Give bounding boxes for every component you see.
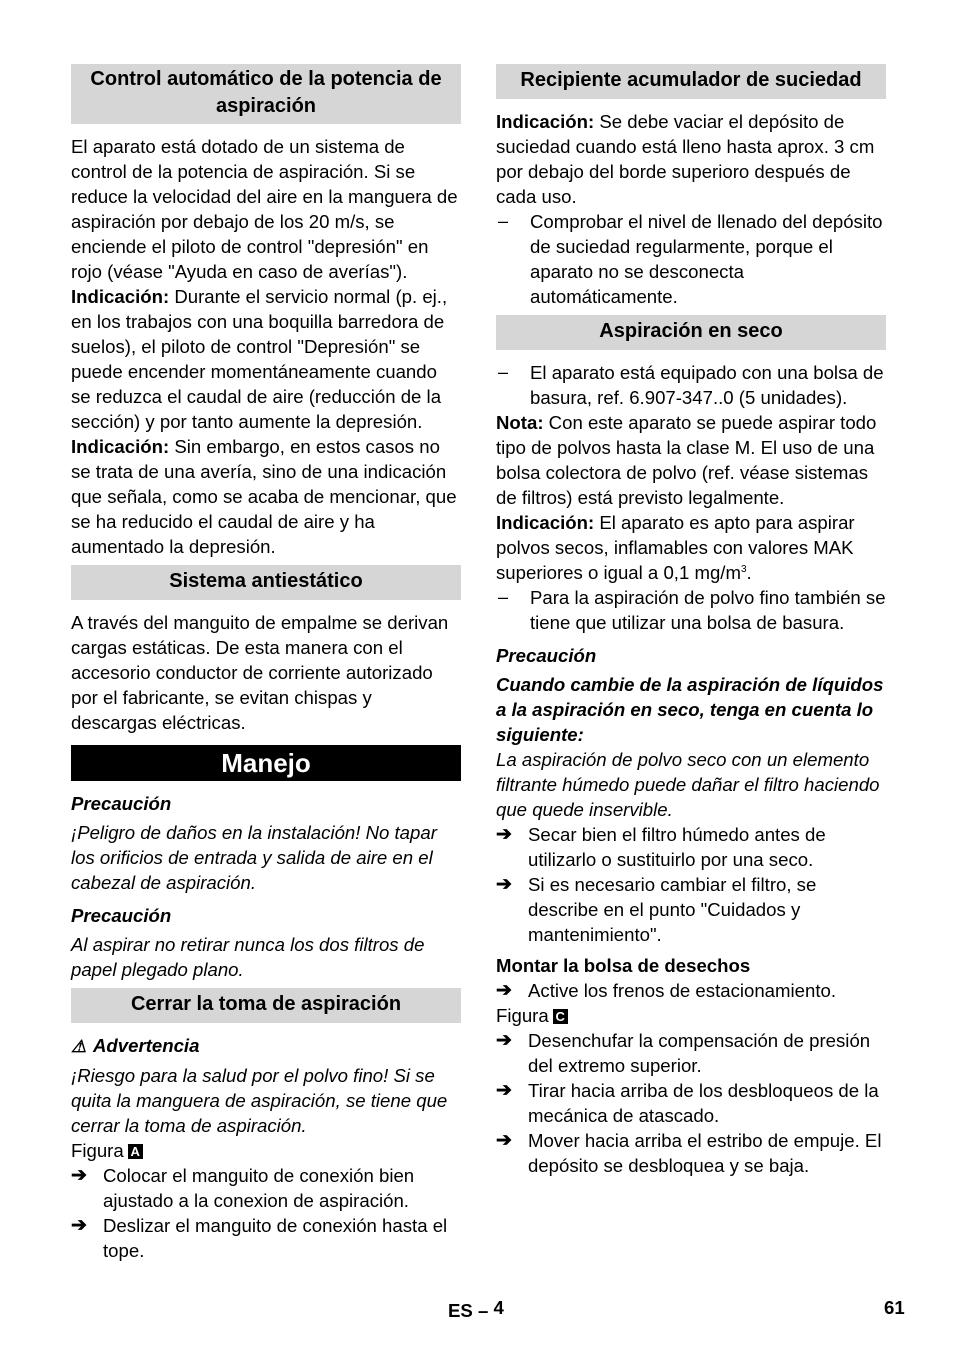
note-label: Indicación:	[496, 111, 595, 132]
footer-separator: –	[477, 1300, 489, 1321]
arrow-right-icon: ➔	[496, 980, 512, 1001]
list-item-text: Secar bien el filtro húmedo antes de utilizarlo o sustituirlo por una seco.	[528, 824, 826, 870]
nota-dust-class	[496, 410, 886, 510]
list-item	[496, 585, 886, 635]
list-item-text: Tirar hacia arriba de los desbloqueos de la mecánica de atascado.	[528, 1080, 879, 1126]
note-not-fault	[71, 434, 461, 559]
list-item-text: Si es necesario cambiar el filtro, se describe en el punto "Cuidados y mantenimiento".	[528, 874, 817, 945]
paragraph-suction-control: El aparato está dotado de un sistema de control de la potencia de aspiración. Si se reduce la velocidad del aire en la manguera de aspiración por debajo de los 20 m/s, se enciende el piloto de control "depresión" en rojo (véase "Ayuda en caso de averías").	[71, 136, 458, 282]
list-item	[496, 1028, 886, 1078]
figure-reference	[496, 1003, 886, 1028]
figure-label: Figura	[496, 1005, 549, 1026]
list-item	[496, 872, 886, 947]
caution-text: La aspiración de polvo seco con un elemento filtrante húmedo puede dañar el filtro haciendo que quede inservible.	[496, 749, 880, 820]
note-text: El aparato es apto para aspirar polvos secos, inflamables con valores MAK superiores o igual a 0,1 mg/m	[496, 512, 855, 583]
heading-suction-control: Control automático de la potencia de aspiración	[71, 64, 461, 124]
dash-bullet: –	[498, 362, 509, 382]
list-item	[496, 209, 886, 309]
warning-label: Advertencia	[93, 1035, 200, 1056]
note-label: Nota:	[496, 412, 544, 433]
warning-label-row	[71, 1033, 461, 1059]
heading-close-suction: Cerrar la toma de aspiración	[71, 988, 461, 1023]
superscript: 3	[740, 563, 747, 575]
arrow-right-icon: ➔	[496, 874, 512, 895]
list-item	[496, 1078, 886, 1128]
caution-label: Precaución	[71, 905, 172, 926]
warning-text: ¡Riesgo para la salud por el polvo fino! Si se quita la manguera de aspiración, se tiene que cerrar la toma de aspiración.	[71, 1065, 448, 1136]
footer-section-page: 4	[493, 1297, 504, 1318]
footer-language: ES	[448, 1300, 473, 1321]
note-normal-operation	[71, 284, 461, 434]
list-item-text: Active los frenos de estacionamiento.	[528, 980, 836, 1001]
subheading-waste-bag: Montar la bolsa de desechos	[496, 955, 751, 976]
list-item-text: Comprobar el nivel de llenado del depósito de suciedad regularmente, porque el aparato no se desconecta automáticamente.	[530, 211, 883, 307]
list-item-text: El aparato está equipado con una bolsa de basura, ref. 6.907-347..0 (5 unidades).	[530, 362, 884, 408]
left-column	[71, 64, 461, 1263]
list-item-text: Desenchufar la compensación de presión del extremo superior.	[528, 1030, 871, 1076]
page-number: 61	[884, 1297, 905, 1318]
heading-dirt-container: Recipiente acumulador de suciedad	[496, 64, 886, 99]
list-item-text: Para la aspiración de polvo fino también se tiene que utilizar una bolsa de basura.	[530, 587, 886, 633]
note-label: Indicación:	[71, 286, 170, 307]
note-end: .	[746, 562, 752, 583]
note-text: Se debe vaciar el depósito de suciedad cuando está lleno hasta aprox. 3 cm por debajo del borde superioro después de cada uso.	[496, 111, 875, 207]
heading-operation: Manejo	[71, 745, 461, 781]
right-column	[496, 64, 886, 1178]
heading-dry-vacuuming: Aspiración en seco	[496, 315, 886, 350]
note-mak-values	[496, 510, 886, 585]
list-item	[496, 822, 886, 872]
arrow-right-icon: ➔	[496, 1130, 512, 1151]
list-item	[71, 1163, 461, 1213]
paragraph-antistatic: A través del manguito de empalme se derivan cargas estáticas. De esta manera con el accesorio conductor de corriente autorizado por el fabricante, se evitan chispas y descargas eléctricas.	[71, 612, 449, 733]
figure-letter-badge: C	[553, 1009, 568, 1024]
list-item-text: Colocar el manguito de conexión bien ajustado a la conexion de aspiración.	[103, 1165, 415, 1211]
footer-section	[448, 1297, 504, 1322]
note-text: Durante el servicio normal (p. ej., en los trabajos con una boquilla barredora de suelos), el piloto de control "Depresión" se puede encender momentáneamente cuando se reduzca el caudal de aire (reducción de la sección) y por tanto aumente la depresión.	[71, 286, 448, 432]
figure-label: Figura	[71, 1140, 124, 1161]
heading-antistatic: Sistema antiestático	[71, 565, 461, 600]
list-item	[496, 978, 886, 1003]
list-item	[71, 1213, 461, 1263]
dash-bullet: –	[498, 587, 509, 607]
list-item	[496, 1128, 886, 1178]
note-text: Con este aparato se puede aspirar todo tipo de polvos hasta la clase M. El uso de una bolsa colectora de polvo (ref. véase sistemas de filtros) está previsto legalmente.	[496, 412, 877, 508]
dash-bullet: –	[498, 211, 509, 231]
caution-label: Precaución	[71, 793, 172, 814]
arrow-right-icon: ➔	[496, 824, 512, 845]
note-text: Sin embargo, en estos casos no se trata de una avería, sino de una indicación que señala, como se acaba de mencionar, que se ha reducido el caudal de aire y ha aumentado la depresión.	[71, 436, 457, 557]
arrow-right-icon: ➔	[496, 1080, 512, 1101]
list-item-text: Deslizar el manguito de conexión hasta el tope.	[103, 1215, 448, 1261]
list-item-text: Mover hacia arriba el estribo de empuje. El depósito se desbloquea y se baja.	[528, 1130, 882, 1176]
note-empty-container	[496, 109, 886, 209]
warning-triangle-icon: ⚠	[71, 1037, 87, 1056]
arrow-right-icon: ➔	[496, 1030, 512, 1051]
figure-letter-badge: A	[128, 1144, 143, 1159]
arrow-right-icon: ➔	[71, 1165, 87, 1186]
caution-text-filters: Al aspirar no retirar nunca los dos filtros de papel plegado plano.	[71, 934, 425, 980]
list-item	[496, 360, 886, 410]
note-label: Indicación:	[71, 436, 170, 457]
caution-bold-text: Cuando cambie de la aspiración de líquidos a la aspiración en seco, tenga en cuenta lo siguiente:	[496, 674, 884, 745]
arrow-right-icon: ➔	[71, 1215, 87, 1236]
caution-label: Precaución	[496, 645, 597, 666]
note-label: Indicación:	[496, 512, 595, 533]
figure-reference	[71, 1138, 461, 1163]
caution-text-damage: ¡Peligro de daños en la instalación! No tapar los orificios de entrada y salida de aire en el cabezal de aspiración.	[71, 822, 437, 893]
